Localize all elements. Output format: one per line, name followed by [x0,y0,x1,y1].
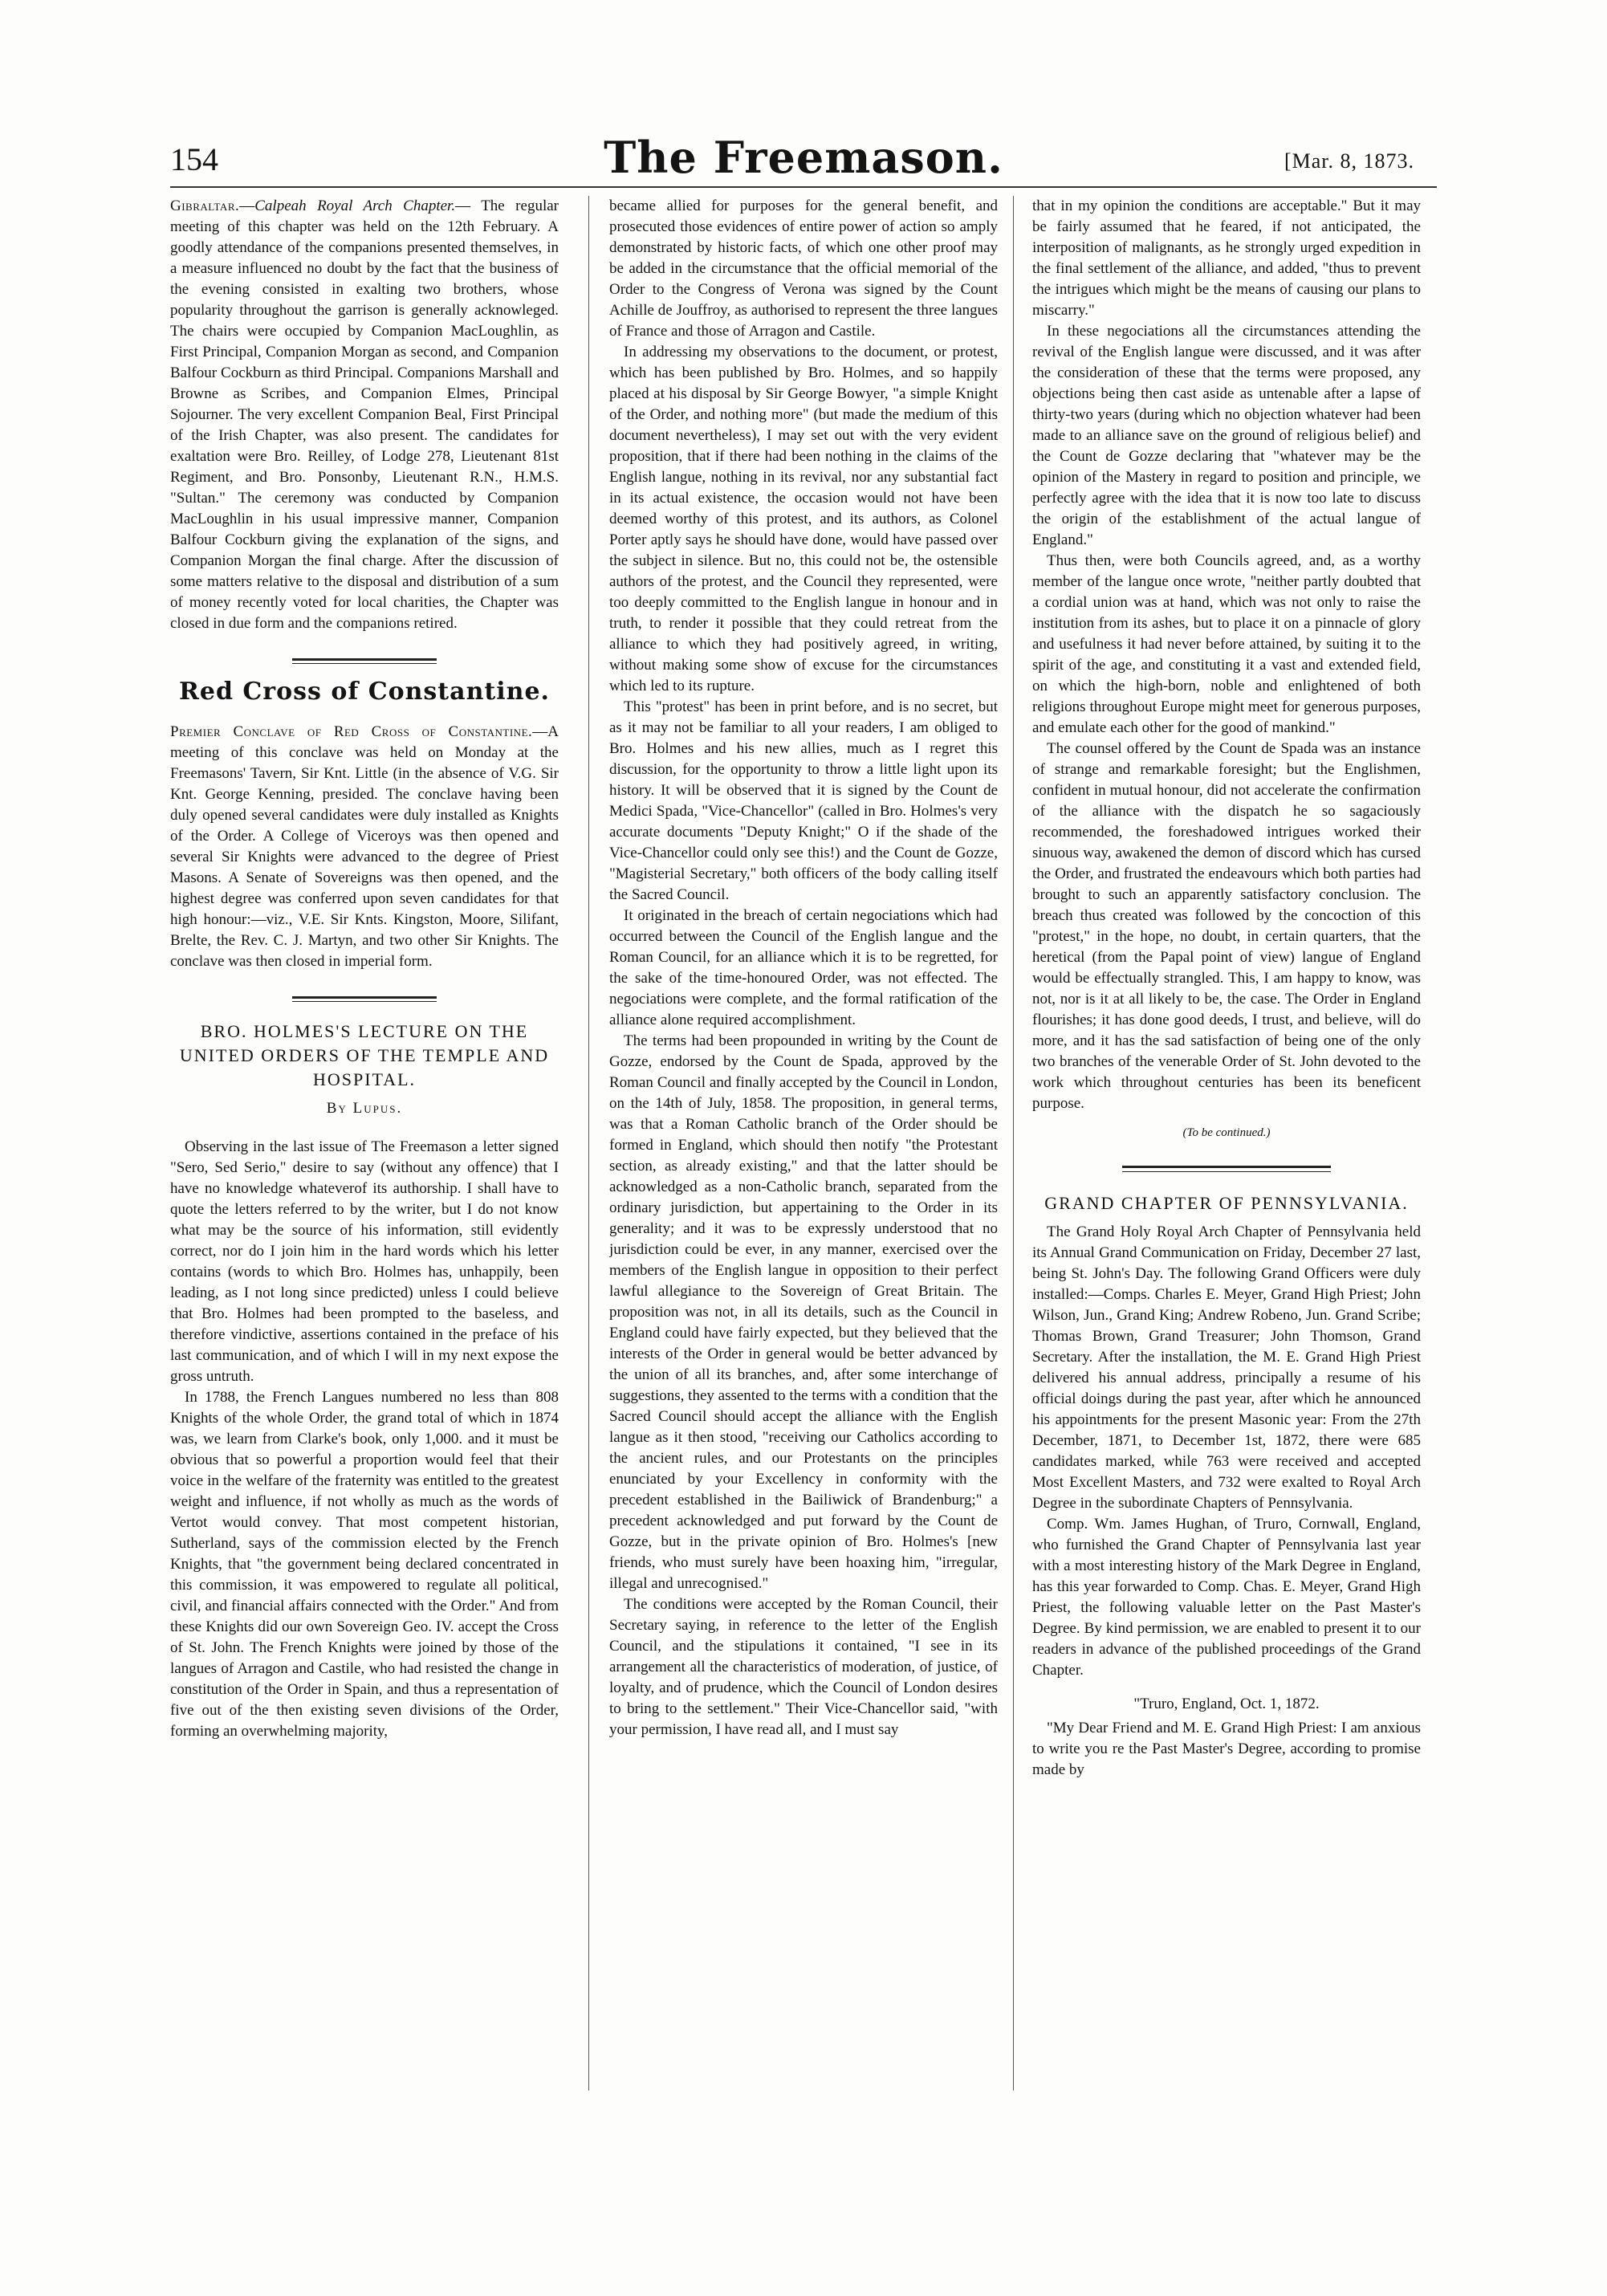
red-cross-report: Premier Conclave of Red Cross of Constantine.—A meeting of this conclave was held on Monday at the Freemasons' Tavern, Sir Knt. Little (in the absence of V.G. Sir Knt. George Kenning, presided. The conclave having been duly opened several candidates were duly installed as Knights of the Order. A College of Viceroys was then opened and several Sir Knights were advanced to the degree of Priest Masons. A Senate of Sovereigns was then opened, and the highest degree was conferred upon seven candidates for that high honour:—viz., V.E. Sir Knts. Kingston, Moore, Silifant, Brelte, the Rev. C. J. Martyn, and two other Sir Knights. The conclave was then closed in imperial form. [170,723,559,970]
lecture-paragraph: The conditions were accepted by the Roman Council, their Secretary saying, in reference to the letter of the English Council, and the stipulations it contained, "I see in its arrangement all the characteristics of moderation, of justice, of loyalty, and of prudence, which the Council of London desires to bring to the settlement." Their Vice-Chancellor said, "with your permission, I have read all, and I must say [609,1596,998,1738]
lecture-byline: By Lupus. [326,1100,403,1117]
lecture-paragraph: The terms had been propounded in writing by the Count de Gozze, endorsed by the Count de Spada, approved by the Roman Council and finally accepted by the Council in London, on the 14th of July, 1858. The proposition, in general terms, was that a Roman Catholic branch of the Order should be formed in England, which should then notify "the Protestant section, as already existing," and that the latter should be acknowledged as a non-Catholic branch, separated from the ordinary jurisdiction, but appertaining to the Order in its generality; and it was to be expressly understood that no jurisdiction could be ever, in any manner, exercised over the members of the English langue in opposition to their perfect lawful allegiance to the Sovereign of Great Britain. The proposition was not, in all its details, such as the Council in England could have fairly expected, but they believed that the interests of the Order in general would be better advanced by the union of all its branches, and, after some interchange of suggestions, they assented to the terms with a condition that the Sacred Council should accept the alliance with the English langue as it then stood, "receiving our Catholics according to the ancient rules, and our Protestants on the principles enunciated by your Excellency in conformity with the precedent established in the Bailiwick of Brandenburg;" a precedent acknowledged and put forward by the Count de Gozze, but in the private opinion of Bro. Holmes's [new friends, who must surely have been hoaxing him, "irregular, illegal and unrecognised." [609,1032,998,1592]
pennsylvania-paragraph: Comp. Wm. James Hughan, of Truro, Cornwall, England, who furnished the Grand Chapter of Pennsylvania last year with a most interesting history of the Mark Degree in England, has this year forwarded to Comp. Chas. E. Meyer, Grand High Priest, the following valuable letter on the Past Master's Degree. By kind permission, we are enabled to present it to our readers in advance of the published proceedings of the Grand Chapter. [1032,1516,1421,1679]
red-cross-body: A meeting of this conclave was held on Monday at the Freemasons' Tavern, Sir Knt. Little (in the absence of V.G. Sir Knt. George Kenning, presided. The conclave having been duly opened several candidates were duly installed as Knights of the Order. A College of Viceroys was then opened and several Sir Knights were advanced to the degree of Priest Masons. A Senate of Sovereigns was then opened, and the highest degree was conferred upon seven candidates for that high honour:—viz., V.E. Sir Knts. Kingston, Moore, Silifant, Brelte, the Rev. C. J. Martyn, and two other Sir Knights. The conclave was then closed in imperial form. [170,723,559,970]
header-rule [170,186,1437,188]
lecture-paragraph: The counsel offered by the Count de Spada was an instance of strange and remarkable foresight; but the Englishmen, confident in mutual honour, did not accelerate the confirmation of the alliance with the dispatch he so sagaciously recommended, the foreshadowed intrigues worked their sinuous way, awakened the demon of discord which has cursed the Order, and frustrated the endeavours which both parties had brought to such an apparently satisfactory conclusion. The breach thus created was followed by the concoction of this "protest," in the hope, no doubt, in certain quarters, that the heretical (from the Papal point of view) langue of England would be effectually strangled. This, I am happy to know, was not, nor is it at all likely to be, the case. The Order in England flourishes; it has done good deeds, I trust, and believe, will do more, and it has the sad satisfaction of being one of the only two branches of the venerable Order of St. John devoted to the work which throughout centuries has been its beneficent purpose. [1032,740,1421,1112]
gibraltar-body: The regular meeting of this chapter was held on the 12th February. A goodly attendance of the companions presented themselves, in a measure influenced no doubt by the fact that the business of the evening consisted in exalting two brothers, whose popularity throughout the garrison is generally acknowleged. The chairs were occupied by Companion MacLoughlin, as First Principal, Companion Morgan as second, and Companion Balfour Cockburn as third Principal. Companions Marshall and Browne as Scribes, and Companion Elmes, Principal Sojourner. The very excellent Companion Beal, First Principal of the Irish Chapter, was also present. The candidates for exaltation were Bro. Reilley, of Lodge 278, Lieutenant 81st Regiment, and Bro. Ponsonby, Lieutenant R.N., H.M.S. "Sultan." The ceremony was conducted by Companion MacLoughlin in his usual impressive manner, Companion Balfour Cockburn giving the explanation of the signs, and Companion Morgan the final charge. After the discussion of some matters relative to the disposal and distribution of a sum of money recently voted for local charities, the Chapter was closed in due form and the companions retired. [170,197,559,632]
gibraltar-report: Gibraltar.—Calpeah Royal Arch Chapter.— The regular meeting of this chapter was held on the 12th February. A goodly attendance of the companions presented themselves, in a measure influenced no doubt by the fact that the business of the evening consisted in exalting two brothers, whose popularity throughout the garrison is generally acknowleged. The chairs were occupied by Companion MacLoughlin, as First Principal, Companion Morgan as second, and Companion Balfour Cockburn as third Principal. Companions Marshall and Browne as Scribes, and Companion Elmes, Principal Sojourner. The very excellent Companion Beal, First Principal of the Irish Chapter, was also present. The candidates for exaltation were Bro. Reilley, of Lodge 278, Lieutenant 81st Regiment, and Bro. Ponsonby, Lieutenant R.N., H.M.S. "Sultan." The ceremony was conducted by Companion MacLoughlin in his usual impressive manner, Companion Balfour Cockburn giving the explanation of the signs, and Companion Morgan the final charge. After the discussion of some matters relative to the disposal and distribution of a sum of money recently voted for local charities, the Chapter was closed in due form and the companions retired. [170,197,559,632]
lecture-paragraph: became allied for purposes for the general benefit, and prosecuted those evidences of entire power of action so amply demonstrated by historic facts, of which one other proof may be added in the circumstance that the official memorial of the Order to the Congress of Verona was signed by the Count Achille de Jouffroy, as authorised to represent the three langues of France and those of Arragon and Castile. [609,197,998,340]
column-1 [170,196,559,2283]
lecture-paragraph: This "protest" has been in print before, and is no secret, but as it may not be familiar to all your readers, I am obliged to Bro. Holmes and his new allies, much as I regret this discussion, for the opportunity to throw a little light upon its history. It will be observed that it is signed by the Count de Medici Spada, "Vice-Chancellor" (called in Bro. Holmes's very accurate documents "Deputy Knight;" O if the shade of the Vice-Chancellor could only see this!) and the Count de Gozze, "Magisterial Secretary," both officers of the body calling itself the Sacred Council. [609,698,998,903]
letter-dateline: "Truro, England, Oct. 1, 1872. [1133,1696,1320,1712]
pennsylvania-paragraph: "My Dear Friend and M. E. Grand High Priest: I am anxious to write you re the Past Master's Degree, according to promise made by [1032,1720,1421,1778]
newspaper-title: The Freemason. [604,132,1003,183]
column-2 [609,196,998,2283]
lecture-paragraph: that in my opinion the conditions are acceptable." But it may be fairly assumed that he feared, if not anticipated, the interposition of malignants, as he strongly urged expedition in the final settlement of the alliance, and added, "thus to prevent the intrigues which might be the means of causing our plans to miscarry." [1032,197,1421,319]
pennsylvania-headline: GRAND CHAPTER OF PENNSYLVANIA. [1044,1193,1409,1213]
red-cross-lead: Premier Conclave of Red Cross of Constantine. [170,723,533,740]
red-cross-heading: Red Cross of Constantine. [178,678,550,706]
lecture-paragraph: It originated in the breach of certain negociations which had occurred between the Council of the English langue and the Roman Council, for an alliance which it is to be regretted, for the sake of the time-honoured Order, was not effected. The negociations were complete, and the formal ratification of the alliance alone required accomplishment. [609,907,998,1028]
page-number: 154 [170,141,218,177]
lecture-paragraph: In addressing my observations to the document, or protest, which has been published by Bro. Holmes, and so happily placed at his disposal by Sir George Bowyer, "a simple Knight of the Order, and nothing more" (but made the medium of this document nevertheless), I may set out with the very evident proposition, that if there had been nothing in the claims of the English langue, nothing in its revival, nor any substantial fact in its actual existence, the occasion would not have been deemed worthy of this protest, and its authors, as Colonel Porter aptly says he should have done, would have passed over the subject in silence. But no, this could not be, the ostensible authors of the protest, and the Council they represented, were too deeply committed to the English langue in honour and in truth, to render it possible that they could retreat from the alliance to which they had positively agreed, in writing, without making some show of excuse for the circumstances which led to its rupture. [609,344,998,694]
lecture-paragraph: In 1788, the French Langues numbered no less than 808 Knights of the whole Order, the grand total of which in 1874 was, we learn from Clarke's book, only 1,000. and it must be obvious that so powerful a proportion would feel that their voice in the welfare of the fraternity was entitled to the greatest weight and influence, if not wholly as much as the words of Vertot would convey. That most competent historian, Sutherland, says of the commission elected by the French Knights, that "the government being declared concentrated in this commission, it was empowered to regulate all political, civil, and financial affairs connected with the Order." And from these Knights did our own Sovereign Geo. IV. accept the Cross of St. John. The French Knights were joined by those of the langues of Arragon and Castile, who had resisted the change in constitution of the Order in Spain, and thus a representation of five out of the then existing seven divisions of the Order, forming an overwhelming majority, [170,1389,559,1740]
gibraltar-lead: Gibraltar. [170,197,240,214]
section-rule [1122,1166,1331,1172]
lecture-headline: BRO. HOLMES'S LECTURE ON THE UNITED ORDERS OF THE TEMPLE AND HOSPITAL. [179,1021,550,1089]
pennsylvania-paragraph: The Grand Holy Royal Arch Chapter of Pennsylvania held its Annual Grand Communication on Friday, December 27 last, being St. John's Day. The following Grand Officers were duly installed:—Comps. Charles E. Meyer, Grand High Priest; John Wilson, Jun., Grand King; Andrew Robeno, Jun. Grand Scribe; Thomas Brown, Grand Treasurer; John Thomson, Grand Secretary. After the installation, the M. E. Grand High Priest delivered his annual address, principally a resume of his official doings during the past year, after which he announced his appointments for the present Masonic year: From the 27th December, 1871, to December 1st, 1872, there were 685 candidates marked, while 763 were received and accepted Most Excellent Masters, and 732 were exalted to Royal Arch Degree in the subordinate Chapters of Pennsylvania. [1032,1223,1421,1512]
lecture-paragraph: Observing in the last issue of The Freemason a letter signed "Sero, Sed Serio," desire to say (without any offence) that I have no knowledge whateverof its authorship. I shall have to quote the letters referred to by the writer, but I do not know what may be the source of his information, still evidently correct, nor do I join him in the hard words which his letter contains (words to which Bro. Holmes has, unhappily, been leading, as I not long since predicted) unless I could believe that Bro. Holmes had been prompted to the baseless, and therefore vindictive, assertions contained in the preface of his last communication, and of which I will in my next expose the gross untruth. [170,1138,559,1385]
lecture-paragraph: Thus then, were both Councils agreed, and, as a worthy member of the langue once wrote, "neither partly doubted that a cordial union was at hand, which was not only to raise the institution from its ashes, but to place it on a pinnacle of glory and usefulness it had never before attained, by suiting it to the spirit of the age, and constituting it a vast and extended field, on which the high-born, noble and enlightened of both religions throughout Europe might meet for generous purposes, and emulate each other for the good of mankind." [1032,552,1421,736]
lecture-paragraph: In these negociations all the circumstances attending the revival of the English langue were discussed, and it was after the consideration of these that the terms were proposed, any objections being then cast aside as untenable after a lapse of thirty-two years (during which no objection whatever had been made to an alliance save on the ground of religious belief) and the Count de Gozze declaring that "whatever may be the opinion of the Mastery in regard to position and principle, we perfectly agree with the idea that it is now too late to discuss the origin of the establishment of the actual langue of England." [1032,323,1421,548]
section-rule [292,996,437,1002]
masthead [0,0,1607,185]
column-divider [1013,196,1014,2090]
section-rule [292,658,437,664]
continued-note: (To be continued.) [1182,1126,1271,1139]
column-divider [588,196,589,2090]
column-3 [1032,196,1421,2283]
issue-date: [Mar. 8, 1873. [1284,149,1414,173]
gibraltar-chapter-name: Calpeah Royal Arch Chapter. [254,197,456,214]
